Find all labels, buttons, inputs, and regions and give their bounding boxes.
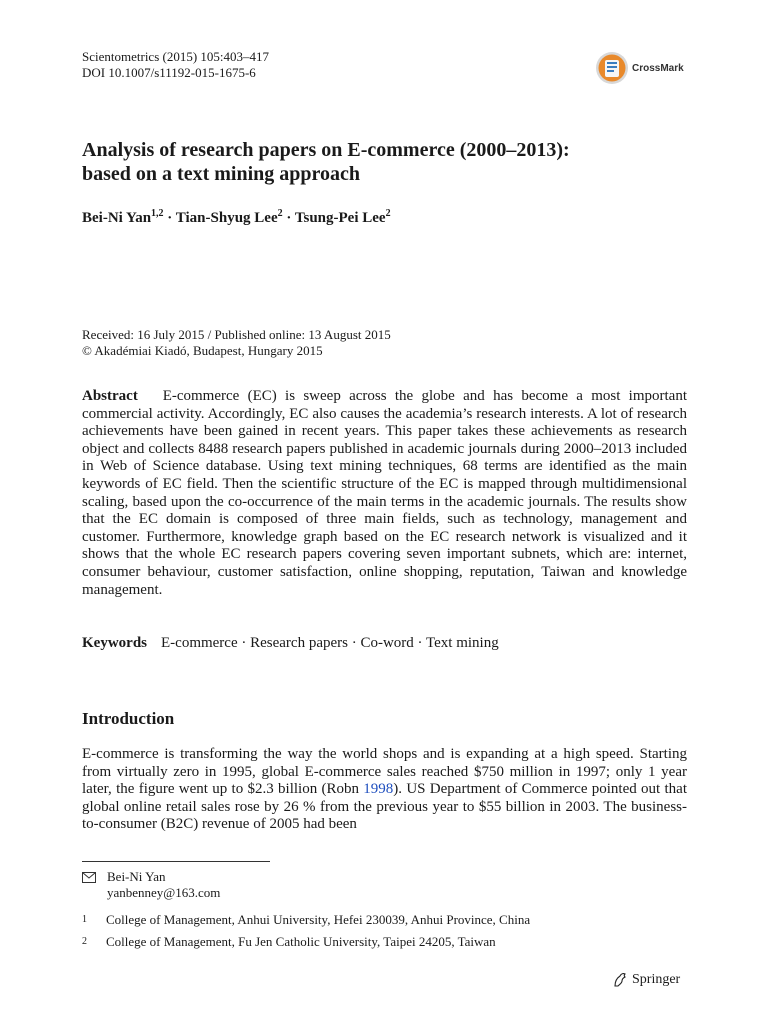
crossmark-icon	[595, 51, 629, 85]
affiliation-1: 1 College of Management, Anhui University, Hefei 230039, Anhui Province, China	[82, 912, 531, 927]
contact-email[interactable]: yanbenney@163.com	[107, 885, 221, 900]
author-separator: ·	[167, 210, 173, 226]
corresponding-author	[82, 869, 220, 901]
introduction-paragraph: E-commerce is transforming the way the world shops and is expanding at a high speed. Starting from virtually zero in 1995, global E-commerce sales reached $750 million in 1997; only 1 year later, the figure went up to $2.3 billion (Robn 1998). US Department of Commerce pointed out that global online retail sales rose by 26 % from the previous year to $55 billion in 2003. The business-to-consumer (B2C) revenue of 2005 had been	[82, 746, 687, 833]
abstract	[82, 388, 687, 599]
crossmark-label: CrossMark	[632, 62, 684, 74]
doi[interactable]: DOI 10.1007/s11192-015-1675-6	[82, 65, 256, 80]
keywords	[82, 635, 499, 652]
author-name[interactable]: Tsung-Pei Lee	[294, 210, 386, 226]
abstract-label: Abstract	[82, 388, 138, 404]
copyright-line: © Akadémiai Kiadó, Budapest, Hungary 2015	[82, 343, 323, 358]
keywords-list: E-commerce · Research papers · Co-word · Text mining	[161, 635, 499, 651]
paper-title: Analysis of research papers on E-commerce (2000–2013): based on a text mining approach	[82, 139, 570, 185]
keywords-label: Keywords	[82, 635, 147, 651]
envelope-icon	[82, 872, 96, 883]
citation-link[interactable]: 1998	[363, 781, 394, 798]
publisher-name: Springer	[632, 972, 681, 987]
section-heading-introduction: Introduction	[82, 709, 175, 728]
crossmark-badge[interactable]	[595, 50, 695, 86]
author-name[interactable]: Tian-Shyug Lee	[175, 210, 278, 226]
affiliation-2: 2 College of Management, Fu Jen Catholic University, Taipei 24205, Taiwan	[82, 934, 496, 949]
contact-name: Bei-Ni Yan	[107, 869, 166, 884]
author-separator: ·	[286, 210, 292, 226]
abstract-text: E-commerce (EC) is sweep across the globe and has become a most important commercial activity. Accordingly, EC also causes the academia’s research interests. A lot of research achievements have been gained in recent years. This paper takes these achievements as research object and collects 8488 research papers published in academic journals during 2000–2013 included in Web of Science database. Using text mining techniques, 68 terms are identified as the main keywords of EC field. Then the scientific structure of the EC is mapped through multidimensional scaling, based upon the co-occurrence of the main terms in the academic journals. The results show that the EC domain is composed of three main fields, such as technology, management and customer. Furthermore, knowledge graph based on the EC research network is visualized and it shows that the whole EC research papers covering seven important subnets, which are: internet, consumer behaviour, customer satisfaction, online shopping, reputation, Taiwan and knowledge management.	[82, 388, 688, 598]
journal-citation: Scientometrics (2015) 105:403–417	[82, 49, 270, 64]
author-list: Bei-Ni Yan$^{1,2}$ · Tian-Shyug Lee$^2$ · Tsung-Pei Lee$^2$	[82, 208, 391, 226]
publisher-logo	[612, 972, 680, 988]
springer-horse-icon	[612, 972, 628, 988]
footnote-divider	[82, 861, 270, 862]
publication-dates: Received: 16 July 2015 / Published online: 13 August 2015	[82, 327, 391, 342]
author-name[interactable]: Bei-Ni Yan	[82, 210, 152, 226]
